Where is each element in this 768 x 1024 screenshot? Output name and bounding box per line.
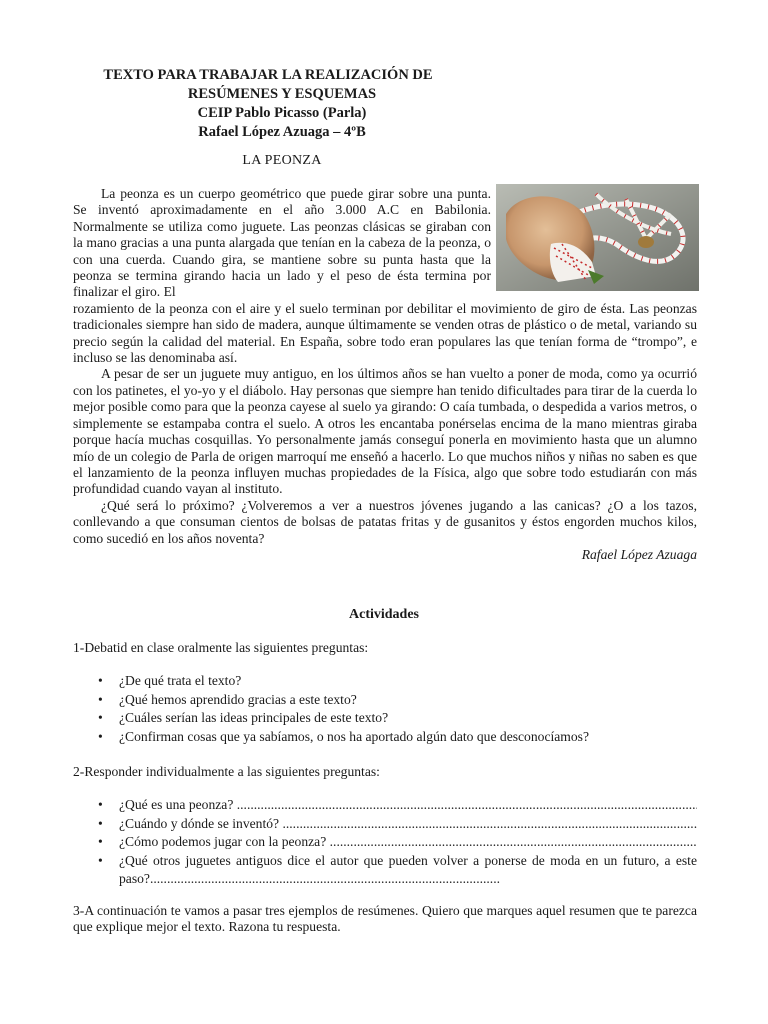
section-2-list bbox=[73, 796, 697, 889]
bullet-icon: • bbox=[98, 673, 103, 688]
section-1-list bbox=[73, 672, 697, 746]
paragraph-2: A pesar de ser un juguete muy antiguo, en los últimos años se han vuelto a poner de moda, como ya ocurrió con los patinetes, el yo-yo y el diábolo. Hay personas que siempre han tenido dificultades para tirar de la cuerda lo mejor posible como para que la peonza cayese al suelo ya girando: O caía tumbada, o despedida a varios metros, o simplemente se estampaba contra el suelo. A otros les encantaba ponérselas encima de la mano mientras giraba porque hacía muchas cosquillas. Yo personalmente jamás conseguí ponerla en movimiento hasta que un alumno mío de un colegio de Parla de origen marroquí me enseñó a hacerlo. Lo que muchos niños y niñas no saben es que el lanzamiento de la peonza influyen muchas propiedades de la Física, algo que sobre todo estudiarán con más profundidad cuando vayan al instituto. bbox=[73, 366, 697, 497]
bullet-icon: • bbox=[98, 815, 103, 831]
header-school: CEIP Pablo Picasso (Parla) bbox=[197, 105, 367, 121]
section-3-text: 3-A continuación te vamos a pasar tres ejemplos de resúmenes. Quiero que marques aquel resumen que te parezca que explique mejor el texto. Razona tu respuesta. bbox=[73, 903, 697, 935]
activities-title: Actividades bbox=[349, 607, 419, 622]
bullet-icon: • bbox=[98, 691, 103, 707]
bullet-icon: • bbox=[98, 852, 103, 868]
bullet-icon: • bbox=[98, 797, 103, 812]
paragraph-1-rest: rozamiento de la peonza con el aire y el suelo terminan por debilitar el movimiento de giro de ésta. Las peonzas tradicionales siempre han sido de madera, aunque últimamente se venden otras de plástico o de metal, variando su precio según la calidad del material. En España, sobre todo eran populares las que tenían forma de “trompo”, e incluso se las denominaba así. bbox=[73, 300, 697, 366]
answer-line-item[interactable]: • ¿Cuándo y dónde se inventó? ..... bbox=[73, 815, 697, 834]
document-header bbox=[0, 66, 768, 142]
answer-line-item[interactable]: • ¿Cómo podemos jugar con la peonza? ..... bbox=[73, 833, 697, 852]
header-line-1: TEXTO PARA TRABAJAR LA REALIZACIÓN DE bbox=[103, 67, 433, 83]
section-1-heading: 1-Debatid en clase oralmente las siguientes preguntas: bbox=[73, 640, 369, 655]
author-signature: Rafael López Azuaga bbox=[581, 546, 697, 562]
article-body bbox=[73, 186, 697, 563]
bullet-icon: • bbox=[98, 728, 103, 744]
list-item: • ¿Confirman cosas que ya sabíamos, o nos ha aportado algún dato que desconocíamos? bbox=[73, 728, 697, 747]
bullet-icon: • bbox=[98, 710, 103, 725]
paragraph-1-wrapped: La peonza es un cuerpo geométrico que puede girar sobre una punta. Se inventó aproximadamente en el año 3.000 A.C en Babilonia. Normalmente se utiliza como juguete. Las peonzas clásicas se giraban con la mano gracias a una punta alargada que tenían en la cabeza de la peonza, o con una cuerda. Cuando gira, se mantiene sobre su punta hasta que la peonza se termina girando hacia un lado y el peso de ésta termina por finalizar el giro. El bbox=[73, 186, 491, 300]
answer-line-item[interactable]: • ¿Qué otros juguetes antiguos dice el autor que pueden volver a ponerse de moda en un futuro, a este paso?....................................................................................................... bbox=[98, 852, 697, 886]
list-item: • ¿Qué hemos aprendido gracias a este texto? bbox=[73, 691, 697, 710]
header-author: Rafael López Azuaga – 4ºB bbox=[198, 124, 366, 140]
list-item: • ¿De qué trata el texto? bbox=[73, 672, 697, 691]
bullet-icon: • bbox=[98, 834, 103, 849]
section-2-heading: 2-Responder individualmente a las siguientes preguntas: bbox=[73, 764, 380, 779]
text-title: LA PEONZA bbox=[242, 153, 322, 168]
answer-line-item[interactable]: • ¿Qué es una peonza? ..... bbox=[73, 796, 697, 815]
list-item: • ¿Cuáles serían las ideas principales de este texto? bbox=[73, 709, 697, 728]
header-line-2: RESÚMENES Y ESQUEMAS bbox=[187, 86, 377, 102]
answer-dots: ....................................................................................................... bbox=[149, 871, 500, 886]
paragraph-3: ¿Qué será lo próximo? ¿Volveremos a ver a nuestros jóvenes jugando a las canicas? ¿O a los tazos, conllevando a que consuman cientos de bolsas de patatas fritas y de gusanitos y éstos engorden muchos kilos, como sucedió en los años noventa? bbox=[73, 497, 697, 546]
